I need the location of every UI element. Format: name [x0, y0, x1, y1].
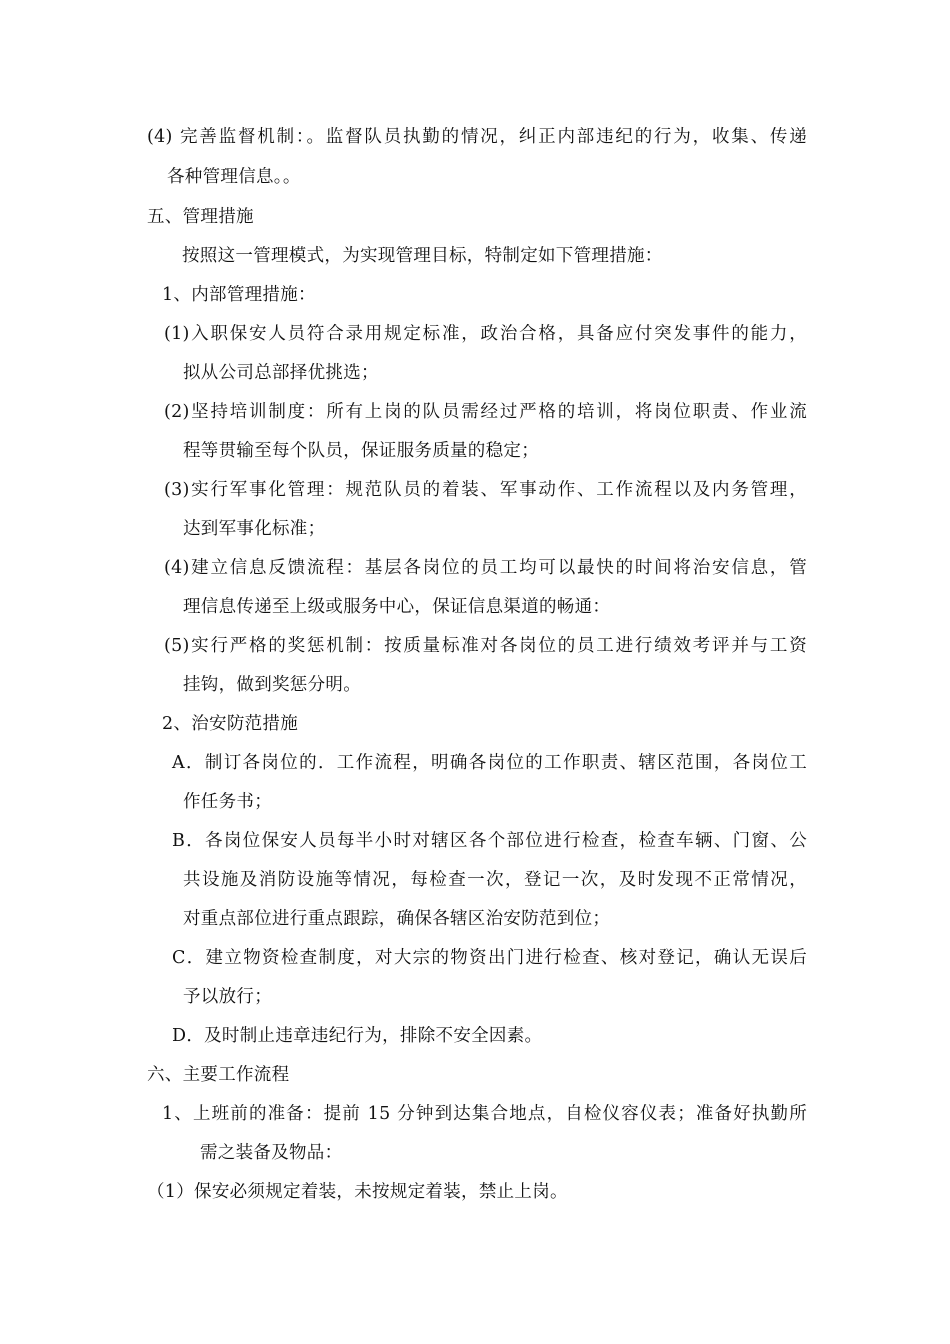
paragraph-line-15: 挂钩，做到奖惩分明。	[183, 675, 361, 695]
subsection-heading-1: 1、内部管理措施：	[162, 285, 316, 305]
paragraph-line-7: 拟从公司总部择优挑选；	[183, 363, 379, 383]
paragraph-line-27: 需之装备及物品：	[200, 1143, 343, 1163]
paragraph-line-22: C．建立物资检查制度，对大宗的物资出门进行检查、核对登记，确认无误后	[172, 948, 807, 968]
paragraph-line-24: D．及时制止违章违纪行为，排除不安全因素。	[172, 1026, 543, 1046]
section-heading-5: 五、管理措施	[147, 207, 254, 227]
paragraph-line-4: 按照这一管理模式，为实现管理目标，特制定如下管理措施：	[182, 246, 663, 266]
paragraph-line-17: A．制订各岗位的．工作流程，明确各岗位的工作职责、辖区范围，各岗位工	[172, 753, 807, 773]
section-heading-6: 六、主要工作流程	[147, 1065, 290, 1085]
paragraph-line-14: (5)实行严格的奖惩机制：按质量标准对各岗位的员工进行绩效考评并与工资	[164, 636, 807, 656]
paragraph-line-1: (4) 完善监督机制：。监督队员执勤的情况，纠正内部违纪的行为，收集、传递	[147, 127, 807, 147]
paragraph-line-19: B．各岗位保安人员每半小时对辖区各个部位进行检查，检查车辆、门窗、公	[172, 831, 807, 851]
paragraph-line-28: （1）保安必须规定着装，未按规定着装，禁止上岗。	[147, 1182, 568, 1202]
paragraph-line-26: 1、上班前的准备：提前 15 分钟到达集合地点，自检仪容仪表；准备好执勤所	[162, 1104, 807, 1124]
paragraph-line-9: 程等贯输至每个队员，保证服务质量的稳定；	[183, 441, 539, 461]
paragraph-line-13: 理信息传递至上级或服务中心，保证信息渠道的畅通：	[183, 597, 611, 617]
paragraph-line-11: 达到军事化标准；	[183, 519, 326, 539]
paragraph-line-23: 予以放行；	[183, 987, 272, 1007]
subsection-heading-2: 2、治安防范措施	[162, 714, 299, 734]
paragraph-line-10: (3)实行军事化管理：规范队员的着装、军事动作、工作流程以及内务管理，	[164, 480, 807, 500]
paragraph-line-6: (1)入职保安人员符合录用规定标准，政治合格，具备应付突发事件的能力，	[164, 324, 807, 344]
paragraph-line-18: 作任务书；	[183, 792, 272, 812]
paragraph-line-12: (4)建立信息反馈流程：基层各岗位的员工均可以最快的时间将治安信息，管	[164, 558, 807, 578]
paragraph-line-21: 对重点部位进行重点跟踪，确保各辖区治安防范到位；	[183, 909, 611, 929]
paragraph-line-20: 共设施及消防设施等情况，每检查一次，登记一次，及时发现不正常情况，	[183, 870, 807, 890]
paragraph-line-8: (2)坚持培训制度：所有上岗的队员需经过严格的培训，将岗位职责、作业流	[164, 402, 807, 422]
paragraph-line-2: 各种管理信息。。	[167, 167, 301, 187]
